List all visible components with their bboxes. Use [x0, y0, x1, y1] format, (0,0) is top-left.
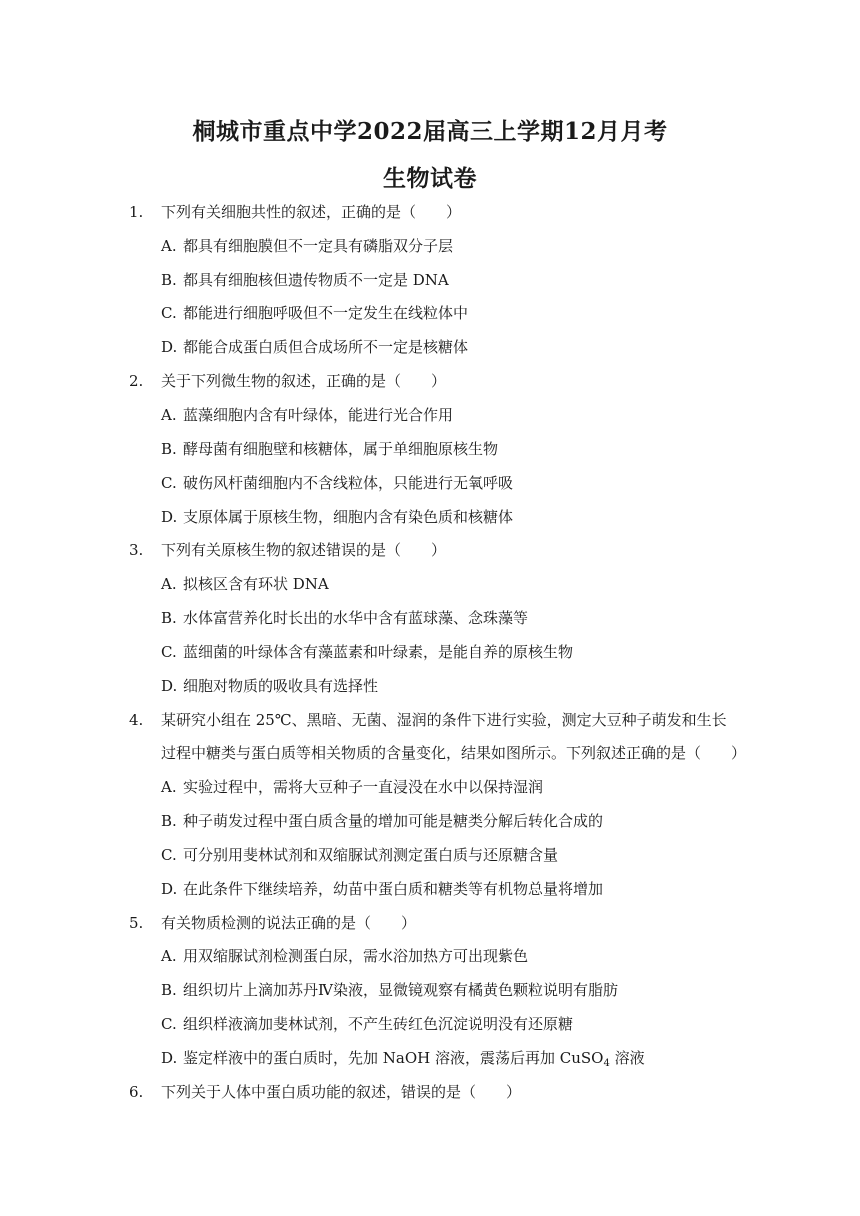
option-text: 种子萌发过程中蛋白质含量的增加可能是糖类分解后转化合成的: [183, 812, 604, 830]
option-5a: [161, 946, 528, 966]
question-number: 4.: [129, 711, 144, 729]
option-4b: [161, 811, 603, 831]
option-4a: [161, 777, 543, 797]
option-text: 实验过程中，需将大豆种子一直浸没在水中以保持湿润: [183, 778, 544, 796]
option-5b: [161, 980, 618, 1000]
option-4d: [161, 879, 603, 899]
question-stem: 关于下列微生物的叙述，正确的是（ ）: [161, 372, 447, 390]
question-number: 2.: [129, 372, 144, 390]
option-text: 可分别用斐林试剂和双缩脲试剂测定蛋白质与还原糖含量: [183, 846, 559, 864]
option-letter: B.: [161, 440, 177, 458]
option-1d: [161, 337, 468, 357]
option-1c: [161, 303, 468, 323]
option-text: 组织样液滴加斐林试剂，不产生砖红色沉淀说明没有还原糖: [183, 1015, 574, 1033]
option-letter: B.: [161, 271, 177, 289]
option-2c: [161, 473, 513, 493]
question-stem: 下列关于人体中蛋白质功能的叙述，错误的是（ ）: [161, 1083, 522, 1101]
question-number: 1.: [129, 203, 144, 221]
option-letter: C.: [161, 1015, 177, 1033]
option-letter: B.: [161, 812, 177, 830]
option-4c: [161, 845, 558, 865]
subscript: 4: [603, 1058, 610, 1069]
option-letter: A.: [161, 237, 177, 255]
option-text: 都具有细胞核但遗传物质不一定是 DNA: [183, 271, 449, 289]
option-3b: [161, 608, 528, 628]
option-letter: A.: [161, 778, 177, 796]
option-text: 水体富营养化时长出的水华中含有蓝球藻、念珠藻等: [183, 609, 529, 627]
option-letter: D.: [161, 338, 178, 356]
question-number: 5.: [129, 914, 144, 932]
option-3d: [161, 676, 378, 696]
question-stem: 下列有关原核生物的叙述错误的是（ ）: [161, 541, 447, 559]
option-2d: [161, 507, 513, 527]
option-text: 鉴定样液中的蛋白质时，先加 NaOH 溶液，震荡后再加 CuSO: [183, 1049, 604, 1067]
option-text-tail: 溶液: [609, 1049, 645, 1067]
option-letter: A.: [161, 947, 177, 965]
option-text: 都能进行细胞呼吸但不一定发生在线粒体中: [183, 304, 469, 322]
exam-subtitle: 生物试卷: [383, 165, 477, 192]
option-text: 支原体属于原核生物，细胞内含有染色质和核糖体: [183, 508, 514, 526]
option-text: 用双缩脲试剂检测蛋白尿，需水浴加热方可出现紫色: [183, 947, 529, 965]
option-text: 都能合成蛋白质但合成场所不一定是核糖体: [183, 338, 469, 356]
option-text: 组织切片上滴加苏丹Ⅳ染液，显微镜观察有橘黄色颗粒说明有脂肪: [183, 981, 618, 999]
option-text: 蓝藻细胞内含有叶绿体，能进行光合作用: [183, 406, 454, 424]
option-letter: B.: [161, 981, 177, 999]
option-text: 都具有细胞膜但不一定具有磷脂双分子层: [183, 237, 454, 255]
option-letter: C.: [161, 474, 177, 492]
option-letter: C.: [161, 846, 177, 864]
option-5d: [161, 1048, 645, 1068]
option-letter: C.: [161, 643, 177, 661]
option-5c: [161, 1014, 573, 1034]
option-1a: [161, 236, 453, 256]
option-letter: B.: [161, 609, 177, 627]
option-text: 破伤风杆菌细胞内不含线粒体，只能进行无氧呼吸: [183, 474, 514, 492]
question-stem: 下列有关细胞共性的叙述，正确的是（ ）: [161, 203, 462, 221]
option-3a: [161, 574, 329, 594]
option-letter: D.: [161, 880, 178, 898]
option-text: 蓝细菌的叶绿体含有藻蓝素和叶绿素，是能自养的原核生物: [183, 643, 574, 661]
exam-title: 桐城市重点中学2022届高三上学期12月月考: [192, 118, 668, 145]
option-2a: [161, 405, 453, 425]
option-letter: A.: [161, 575, 177, 593]
option-letter: C.: [161, 304, 177, 322]
option-2b: [161, 439, 498, 459]
option-letter: D.: [161, 508, 178, 526]
option-text: 细胞对物质的吸收具有选择性: [183, 677, 379, 695]
question-number: 6.: [129, 1083, 144, 1101]
question-stem: 某研究小组在 25℃、黑暗、无菌、湿润的条件下进行实验，测定大豆种子萌发和生长: [161, 711, 727, 729]
option-3c: [161, 642, 573, 662]
option-1b: [161, 270, 449, 290]
question-stem-continued: 过程中糖类与蛋白质等相关物质的含量变化，结果如图所示。下列叙述正确的是（ ）: [161, 744, 747, 762]
question-number: 3.: [129, 541, 144, 559]
question-stem: 有关物质检测的说法正确的是（ ）: [161, 914, 417, 932]
option-text: 酵母菌有细胞壁和核糖体，属于单细胞原核生物: [183, 440, 499, 458]
option-text: 在此条件下继续培养，幼苗中蛋白质和糖类等有机物总量将增加: [183, 880, 604, 898]
option-letter: D.: [161, 677, 178, 695]
option-letter: D.: [161, 1049, 178, 1067]
option-letter: A.: [161, 406, 177, 424]
option-text: 拟核区含有环状 DNA: [183, 575, 329, 593]
